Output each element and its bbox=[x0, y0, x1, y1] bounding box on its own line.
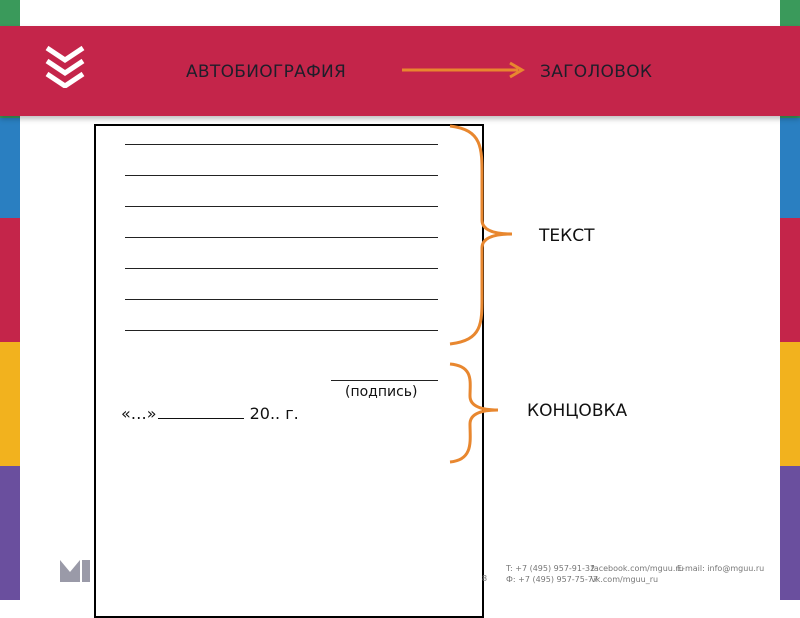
stripe-red bbox=[780, 218, 800, 342]
university-logo-icon bbox=[58, 558, 92, 584]
date-line bbox=[121, 404, 299, 423]
stripe-purple bbox=[0, 466, 20, 600]
stripe-purple bbox=[780, 466, 800, 600]
arrow-right-icon bbox=[400, 60, 528, 80]
footer-stray-char: 8 bbox=[482, 574, 488, 583]
header-right-label: ЗАГОЛОВОК bbox=[540, 62, 653, 82]
text-line bbox=[125, 268, 438, 269]
text-line bbox=[125, 206, 438, 207]
text-line bbox=[125, 237, 438, 238]
text-line bbox=[125, 299, 438, 300]
stripe-red bbox=[0, 218, 20, 342]
stripe-blue bbox=[0, 118, 20, 218]
text-line bbox=[125, 330, 438, 331]
footer-phone: T: +7 (495) 957-91-32 bbox=[506, 564, 596, 573]
stripe-blue bbox=[780, 118, 800, 218]
header-left-label: АВТОБИОГРАФИЯ bbox=[186, 62, 347, 82]
document-sheet bbox=[94, 124, 484, 618]
date-prefix: «…» bbox=[121, 404, 157, 423]
footer-email-link[interactable]: E-mail: info@mguu.ru bbox=[677, 564, 765, 573]
ending-brace-icon bbox=[446, 360, 520, 466]
text-brace-icon bbox=[446, 122, 520, 348]
text-line bbox=[125, 175, 438, 176]
chevrons-down-icon bbox=[42, 42, 88, 88]
footer-facebook-link[interactable]: facebook.com/mguu.ru bbox=[591, 564, 684, 573]
stripe-yellow bbox=[0, 342, 20, 466]
stripe-yellow bbox=[780, 342, 800, 466]
date-suffix: 20.. г. bbox=[249, 404, 299, 423]
signature-line bbox=[331, 380, 438, 381]
footer-fax: Ф: +7 (495) 957-75-77 bbox=[506, 575, 598, 584]
text-label: ТЕКСТ bbox=[539, 226, 595, 246]
ending-label: КОНЦОВКА bbox=[527, 401, 628, 421]
stripe-green bbox=[0, 0, 20, 24]
signature-caption: (подпись) bbox=[345, 384, 418, 400]
date-blank bbox=[158, 418, 244, 419]
text-line bbox=[125, 144, 438, 145]
footer-vk-link[interactable]: vk.com/mguu_ru bbox=[591, 575, 659, 584]
